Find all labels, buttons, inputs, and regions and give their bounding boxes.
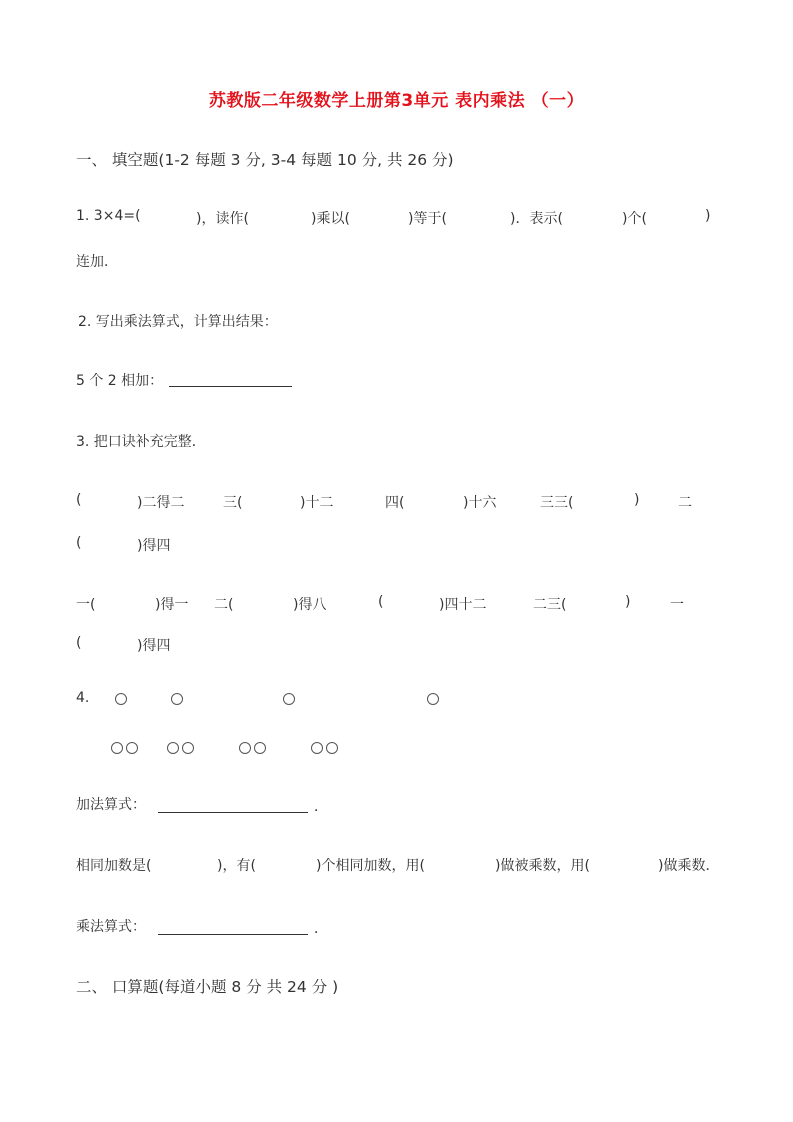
circle-icon <box>126 742 138 754</box>
circle-icon <box>171 693 183 705</box>
addition-end: ． <box>314 799 328 815</box>
circle-icon <box>326 742 338 754</box>
circle-icon <box>311 742 323 754</box>
rhyme-segment: ) <box>625 594 631 610</box>
q4-sentence-segment: )做被乘数，用( <box>495 858 590 874</box>
q4-sentence-segment: 相同加数是( <box>76 858 152 874</box>
circle-icon <box>427 693 439 705</box>
rhyme-segment: 二 <box>678 495 692 511</box>
rhyme-segment: )得八 <box>293 597 327 613</box>
circle-icon <box>167 742 179 754</box>
addition-answer-blank[interactable] <box>158 798 308 813</box>
rhyme-segment: ) <box>634 492 640 508</box>
q4-number: 4. <box>76 690 90 706</box>
rhyme-segment: )十六 <box>463 495 497 511</box>
q2-prompt: 2. 写出乘法算式，计算出结果： <box>78 314 278 330</box>
rhyme-segment: 二三( <box>533 597 567 613</box>
rhyme-segment: )得四 <box>137 638 171 654</box>
q1-segment: ) <box>705 208 711 224</box>
rhyme-segment: )十二 <box>300 495 334 511</box>
rhyme-segment: ( <box>76 635 82 651</box>
section-one-heading: 一、 填空题(1-2 每题 3 分, 3-4 每题 10 分, 共 26 分) <box>76 151 454 169</box>
circle-icon <box>182 742 194 754</box>
rhyme-segment: ( <box>378 594 384 610</box>
q1-line2: 连加． <box>76 254 118 270</box>
rhyme-segment: 一( <box>76 597 96 613</box>
q1-segment: )等于( <box>408 211 447 227</box>
q1-segment: )，读作( <box>196 211 249 227</box>
multiplication-label: 乘法算式： <box>76 919 146 935</box>
circle-icon <box>283 693 295 705</box>
rhyme-segment: 一 <box>670 597 684 613</box>
q4-sentence-segment: )做乘数． <box>658 858 720 874</box>
rhyme-segment: )得一 <box>155 597 189 613</box>
section-two-heading: 二、 口算题(每道小题 8 分 共 24 分 ) <box>76 978 339 996</box>
q1-segment: )个( <box>622 211 647 227</box>
q1-segment: 1. 3×4=( <box>76 208 141 224</box>
circle-icon <box>111 742 123 754</box>
rhyme-segment: 三( <box>223 495 243 511</box>
rhyme-segment: 三三( <box>540 495 574 511</box>
rhyme-segment: 二( <box>214 597 234 613</box>
rhyme-segment: 四( <box>385 495 405 511</box>
rhyme-segment: )二得二 <box>137 495 185 511</box>
rhyme-segment: ( <box>76 492 82 508</box>
page-title: 苏教版二年级数学上册第3单元 表内乘法 （一） <box>208 91 585 111</box>
q2-answer-blank[interactable] <box>169 372 292 387</box>
multiplication-answer-blank[interactable] <box>158 920 308 935</box>
q4-sentence-segment: )个相同加数，用( <box>316 858 425 874</box>
rhyme-segment: )得四 <box>137 538 171 554</box>
q1-segment: )．表示( <box>510 211 563 227</box>
circle-icon <box>254 742 266 754</box>
rhyme-segment: ( <box>76 535 82 551</box>
circle-icon <box>239 742 251 754</box>
circle-icon <box>115 693 127 705</box>
q2-label: 5 个 2 相加： <box>76 373 164 389</box>
q1-segment: )乘以( <box>311 211 350 227</box>
multiplication-end: ． <box>314 921 328 937</box>
addition-label: 加法算式： <box>76 797 146 813</box>
rhyme-segment: )四十二 <box>439 597 487 613</box>
q3-prompt: 3. 把口诀补充完整． <box>76 434 206 450</box>
q4-sentence-segment: )，有( <box>217 858 256 874</box>
